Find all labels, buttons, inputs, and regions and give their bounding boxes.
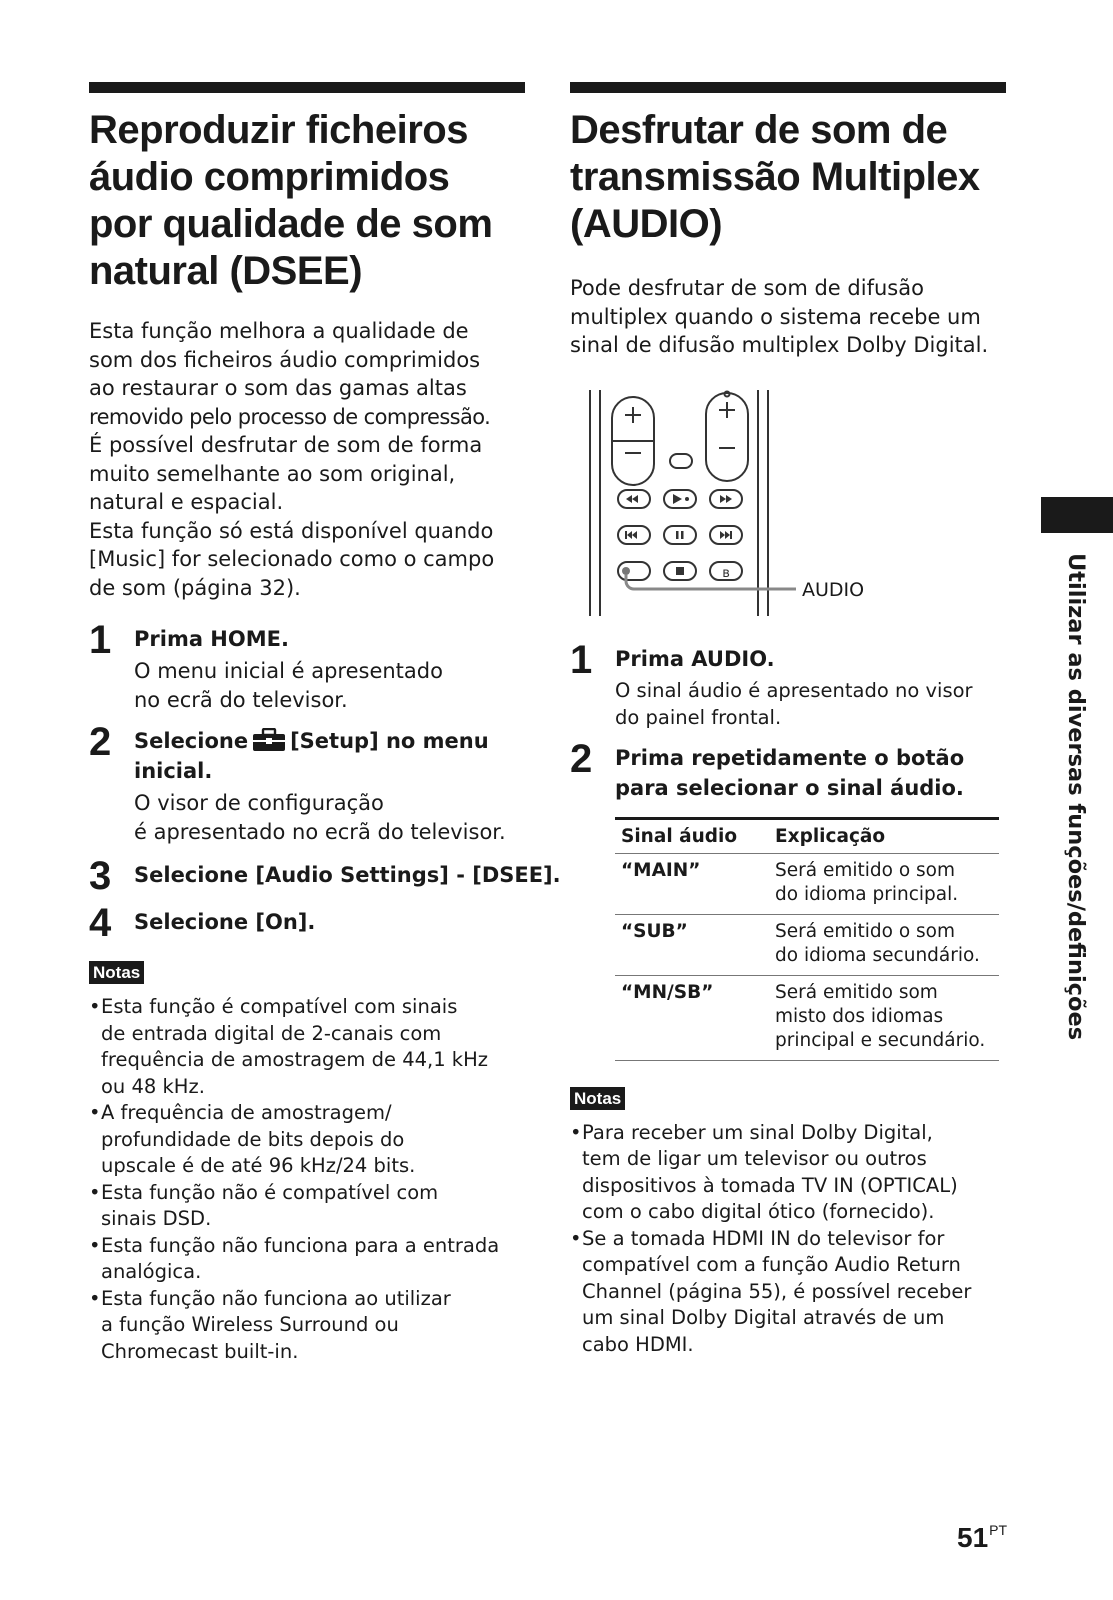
column-header: Explicação (769, 818, 999, 853)
step-3 (89, 854, 561, 898)
intro-line: Esta função melhora a qualidade de (89, 319, 469, 343)
notes-section (570, 1087, 1006, 1359)
note-line: Chromecast built-in. (101, 1339, 299, 1363)
page-number-value: 51 (957, 1522, 989, 1553)
note-line: profundidade de bits depois do (101, 1127, 405, 1151)
step-number: 2 (89, 720, 112, 764)
note-line: dispositivos à tomada TV IN (OPTICAL) (582, 1173, 958, 1197)
section-title (570, 107, 1006, 248)
signal-cell: “MAIN” (615, 853, 769, 914)
audio-label: AUDIO (802, 578, 865, 601)
table-row (615, 914, 999, 975)
note-line: Channel (página 55), é possível receber (582, 1279, 972, 1303)
side-tab-label (1062, 553, 1090, 1041)
next-icon (720, 531, 732, 539)
step-number: 2 (570, 736, 593, 781)
step-number: 1 (89, 618, 112, 662)
step-2 (570, 736, 1006, 803)
desc-line: O sinal áudio é apresentado no visor (615, 678, 973, 702)
title-line: Desfrutar de som de (570, 108, 948, 152)
step-number: 1 (570, 637, 593, 682)
title-line: por qualidade de som (89, 202, 493, 246)
note-line: ou 48 kHz. (101, 1074, 205, 1098)
step-1 (89, 618, 525, 714)
notes-list (89, 994, 525, 1365)
step-2 (89, 720, 525, 846)
section-rule (570, 82, 1006, 93)
notes-label: Notas (89, 961, 144, 984)
note-item (89, 1233, 525, 1286)
rewind-icon (626, 495, 638, 503)
intro-paragraph (570, 274, 1006, 360)
page-language-suffix: PT (989, 1522, 1008, 1538)
intro-line: muito semelhante ao som original, (89, 461, 456, 486)
explanation-cell (769, 914, 999, 975)
desc-line: no ecrã do televisor. (134, 687, 348, 712)
note-line: • Para receber um sinal Dolby Digital, (582, 1120, 933, 1144)
note-line: • Esta função não funciona ao utilizar (101, 1286, 451, 1310)
play-icon (673, 494, 689, 504)
pause-button (664, 526, 696, 544)
page-number (957, 1522, 1007, 1554)
note-line: • Esta função não é compatível com (101, 1180, 439, 1204)
step-4 (89, 901, 525, 945)
step-title-text: Prima repetidamente o botão (615, 745, 965, 770)
note-line: • Esta função não funciona para a entrada (101, 1233, 500, 1257)
note-line: um sinal Dolby Digital através de um (582, 1306, 945, 1329)
left-column (89, 82, 561, 1365)
step-title: Prima AUDIO. (615, 646, 775, 671)
note-line: • Esta função é compatível com sinais (101, 995, 458, 1018)
note-line: frequência de amostragem de 44,1 kHz (101, 1048, 489, 1071)
step-title: Selecione [Audio Settings] - [DSEE]. (134, 863, 561, 887)
cell-line: misto dos idiomas (775, 1005, 944, 1027)
step-number: 3 (89, 854, 112, 898)
step-description (615, 677, 1006, 731)
intro-line: ao restaurar o som das gamas altas (89, 376, 467, 400)
pause-icon (676, 531, 684, 539)
note-line: cabo HDMI. (582, 1332, 694, 1356)
note-item (89, 994, 525, 1100)
plus-icon (719, 402, 735, 418)
note-line: tem de ligar um televisor ou outros (582, 1147, 927, 1170)
note-item (570, 1226, 1006, 1359)
step-title (615, 743, 1006, 803)
stop-icon (676, 567, 684, 575)
step-description (134, 789, 525, 846)
note-line: upscale é de até 96 kHz/24 bits. (101, 1154, 416, 1177)
intro-line: É possível desfrutar de som de forma (89, 433, 483, 457)
note-item (89, 1180, 525, 1233)
desc-line: é apresentado no ecrã do televisor. (134, 819, 506, 844)
note-line: sinais DSD. (101, 1207, 212, 1230)
note-line: a função Wireless Surround ou (101, 1313, 399, 1336)
small-oval-button (670, 454, 692, 468)
note-item (89, 1286, 525, 1366)
step-title (134, 726, 525, 786)
intro-paragraph (89, 317, 525, 602)
intro-line: natural e espacial. (89, 490, 284, 514)
title-line: natural (DSEE) (89, 249, 363, 293)
intro-line: removido pelo processo de compressão. (89, 404, 491, 429)
intro-line: [Music] for selecionado como o campo (89, 547, 495, 571)
title-line: Reproduzir ficheiros (89, 108, 468, 152)
intro-line: Pode desfrutar de som de difusão (570, 276, 924, 300)
remote-illustration (570, 386, 890, 618)
section-title (89, 107, 525, 295)
fast-forward-icon (720, 495, 732, 503)
intro-line: multiplex quando o sistema recebe um (570, 304, 981, 329)
step-title-text: Selecione (134, 729, 249, 753)
step-title-text: inicial. (134, 759, 213, 783)
cell-line: do idioma principal. (775, 883, 959, 905)
note-item (570, 1120, 1006, 1226)
title-line: áudio comprimidos (89, 155, 450, 199)
plus-icon (625, 407, 641, 423)
intro-line: som dos ficheiros áudio comprimidos (89, 347, 481, 372)
notes-list (570, 1120, 1006, 1359)
title-line: transmissão Multiplex (570, 155, 980, 199)
side-tab-marker (1041, 497, 1113, 533)
side-tab-text: Utilizar as diversas funções/definições (1063, 553, 1089, 1041)
step-description (134, 657, 525, 714)
title-line: (AUDIO) (570, 202, 723, 246)
step-number: 4 (89, 901, 112, 945)
cell-line: Será emitido o som (775, 859, 956, 881)
cell-line: Será emitido o som (775, 920, 956, 942)
callout-line (626, 575, 796, 589)
signal-cell: “MN/SB” (615, 975, 769, 1060)
signal-cell: “SUB” (615, 914, 769, 975)
note-line: com o cabo digital ótico (fornecido). (582, 1200, 935, 1223)
cell-line: principal e secundário. (775, 1029, 986, 1051)
intro-line: Esta função só está disponível quando (89, 518, 494, 543)
bluetooth-icon: ʙ (722, 565, 730, 581)
right-column (570, 82, 1006, 1358)
step-title-text: [Setup] no menu (290, 729, 489, 753)
explanation-cell (769, 853, 999, 914)
audio-button-marker (622, 567, 630, 575)
toolbox-icon (252, 728, 286, 752)
intro-line: sinal de difusão multiplex Dolby Digital. (570, 333, 989, 357)
explanation-cell (769, 975, 999, 1060)
notes-label: Notas (570, 1087, 625, 1110)
audio-signal-table (615, 817, 999, 1061)
column-header: Sinal áudio (615, 818, 769, 853)
note-line: • Se a tomada HDMI IN do televisor for (582, 1226, 945, 1250)
table-row (615, 975, 999, 1060)
note-item (89, 1100, 525, 1180)
desc-line: O menu inicial é apresentado (134, 659, 443, 683)
note-line: analógica. (101, 1260, 202, 1283)
desc-line: O visor de configuração (134, 791, 384, 815)
intro-line: de som (página 32). (89, 575, 301, 600)
table-header-row (615, 818, 999, 853)
step-title: Selecione [On]. (134, 910, 316, 934)
notes-section (89, 961, 525, 1365)
note-line: de entrada digital de 2-canais com (101, 1021, 442, 1045)
previous-icon (625, 531, 637, 539)
step-title-text: para selecionar o sinal áudio. (615, 775, 964, 800)
step-title: Prima HOME. (134, 627, 289, 651)
note-line: compatível com a função Audio Return (582, 1253, 961, 1276)
cell-line: do idioma secundário. (775, 944, 980, 966)
table-row (615, 853, 999, 914)
note-line: • A frequência de amostragem/ (101, 1101, 392, 1124)
section-rule (89, 82, 525, 93)
desc-line: do painel frontal. (615, 705, 782, 729)
cell-line: Será emitido som (775, 981, 938, 1003)
step-1 (570, 637, 1006, 731)
